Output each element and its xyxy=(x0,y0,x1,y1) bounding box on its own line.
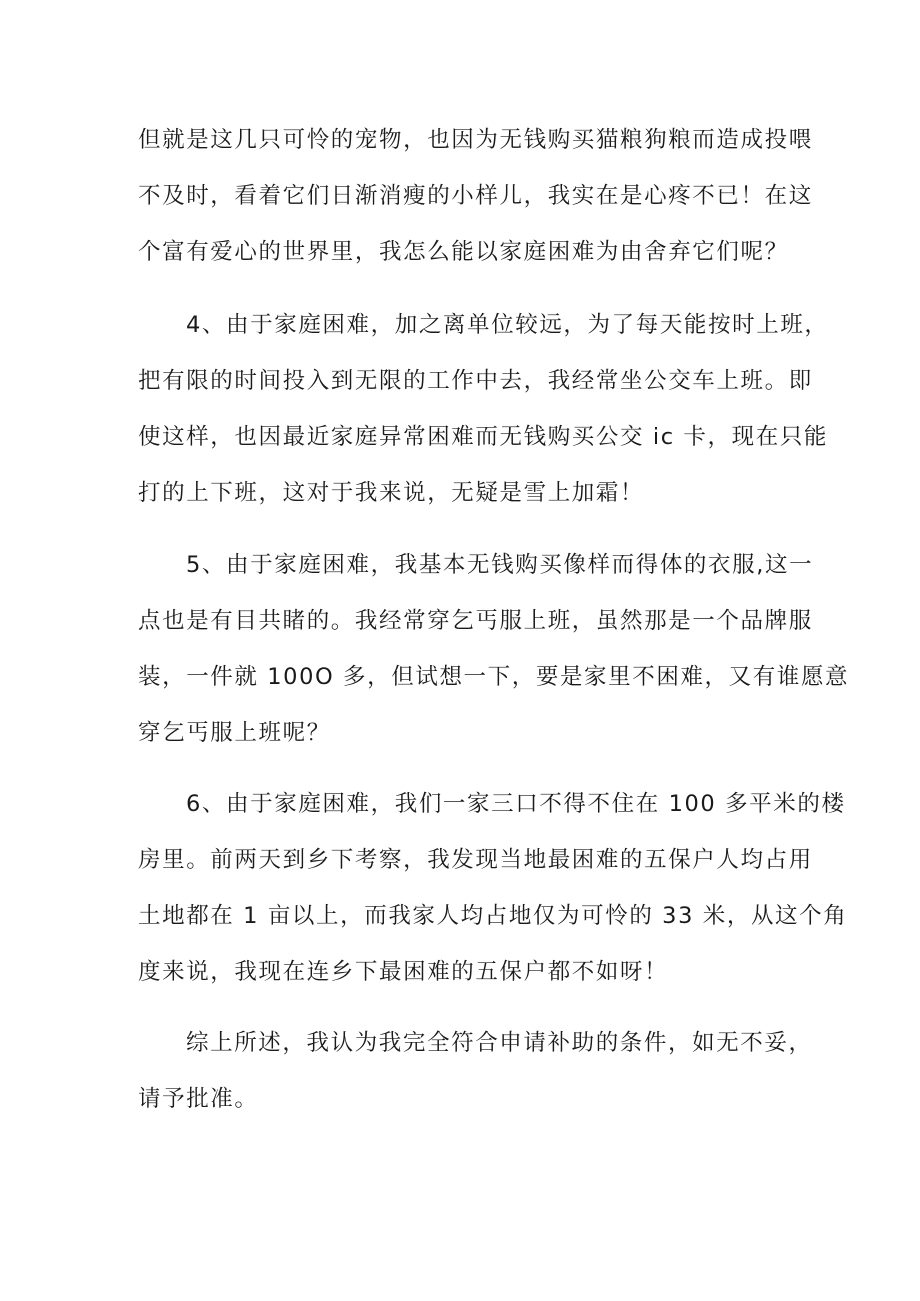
text-line: 打的上下班，这对于我来说，无疑是雪上加霜！ xyxy=(138,480,645,506)
text-line: 4、由于家庭困难，加之离单位较远，为了每天能按时上班， xyxy=(186,312,829,338)
paragraph-item-6 xyxy=(138,776,848,1000)
text-line: 个富有爱心的世界里，我怎么能以家庭困难为由舍弃它们呢？ xyxy=(138,239,789,265)
text-line: 装，一件就 100O 多，但试想一下，要是家里不困难，又有谁愿意 xyxy=(138,664,850,690)
text-line: 不及时，看着它们日渐消瘦的小样儿，我实在是心疼不已！在这 xyxy=(138,183,813,209)
text-line: 但就是这几只可怜的宠物，也因为无钱购买猫粮狗粮而造成投喂 xyxy=(138,127,813,153)
text-line: 穿乞丐服上班呢？ xyxy=(138,720,331,746)
text-line: 综上所述，我认为我完全符合申请补助的条件，如无不妥， xyxy=(186,1030,813,1056)
text-line: 房里。前两天到乡下考察，我发现当地最困难的五保户人均占用 xyxy=(138,847,813,873)
text-line: 5、由于家庭困难，我基本无钱购买像样而得体的衣服,这一 xyxy=(186,552,814,578)
paragraph-item-5 xyxy=(138,537,850,761)
text-line: 度来说，我现在连乡下最困难的五保户都不如呀！ xyxy=(138,959,669,985)
text-line: 点也是有目共睹的。我经常穿乞丐服上班，虽然那是一个品牌服 xyxy=(138,608,813,634)
text-line: 土地都在 1 亩以上，而我家人均占地仅为可怜的 33 米，从这个角 xyxy=(138,903,848,929)
paragraph-pets xyxy=(138,112,813,280)
text-line: 请予批准。 xyxy=(138,1086,259,1112)
text-line: 使这样，也因最近家庭异常困难而无钱购买公交 ic 卡，现在只能 xyxy=(138,424,829,450)
paragraph-item-4 xyxy=(138,297,829,521)
text-line: 把有限的时间投入到无限的工作中去，我经常坐公交车上班。即 xyxy=(138,368,813,394)
paragraph-conclusion xyxy=(138,1015,813,1127)
text-line: 6、由于家庭困难，我们一家三口不得不住在 100 多平米的楼 xyxy=(186,791,846,817)
